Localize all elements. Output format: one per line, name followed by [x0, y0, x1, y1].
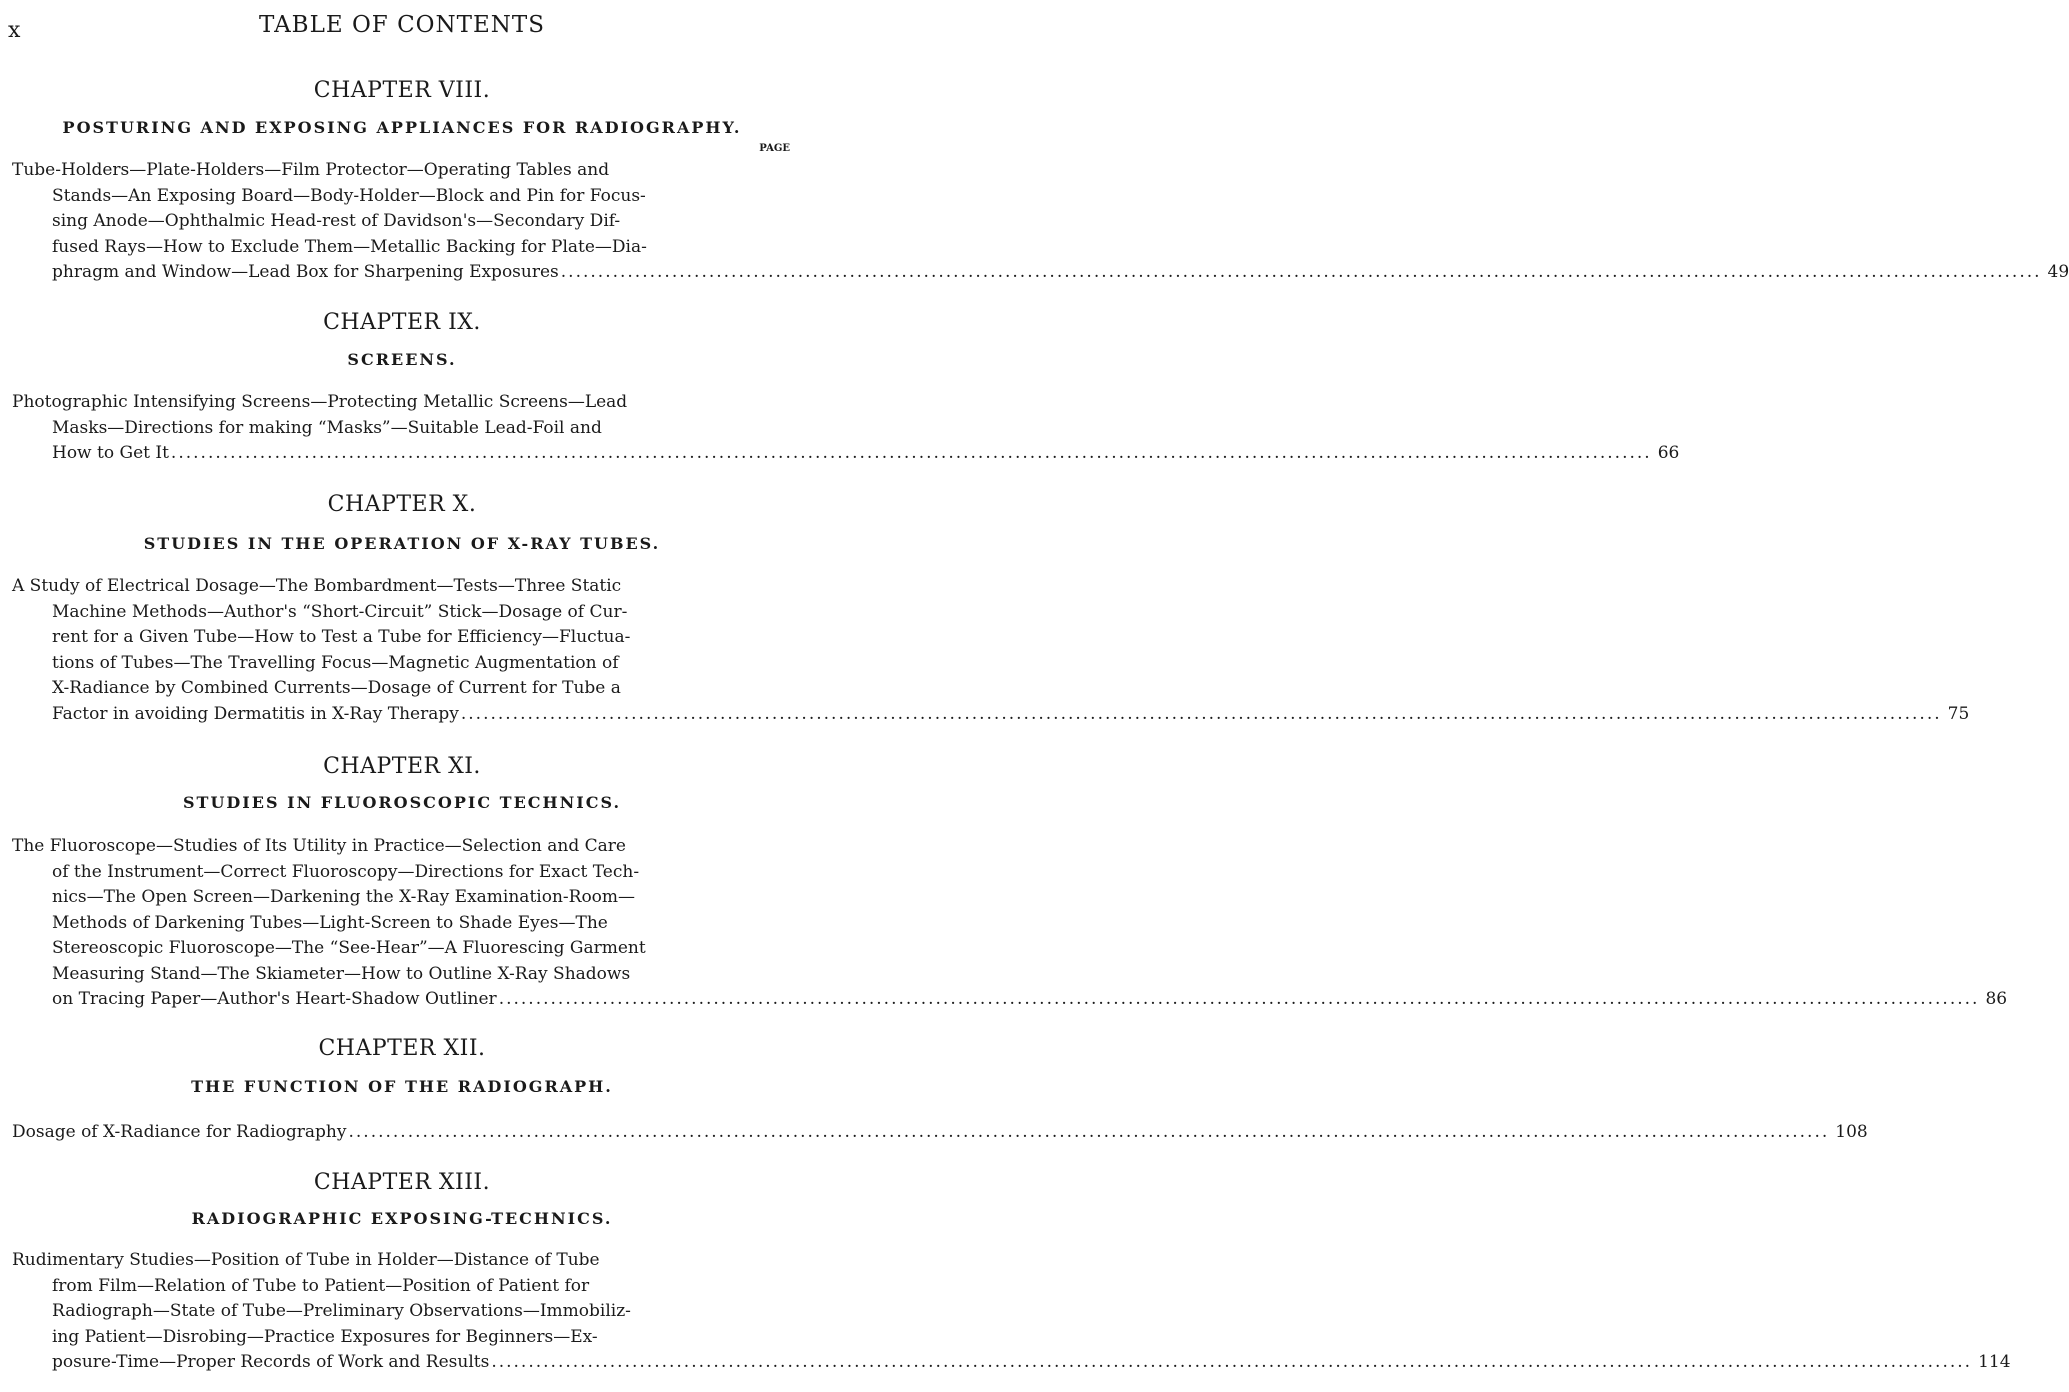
toc-entry [12, 1120, 1868, 1146]
toc-entry-text: posure-Time—Proper Records of Work and Results [52, 1352, 490, 1372]
toc-page-number: 66 [1657, 443, 1680, 463]
chapter-heading: CHAPTER XII. [318, 1036, 486, 1061]
dot-leader: ........................................................................................................................................................................................................ [498, 989, 1980, 1009]
toc-page-number: 86 [1985, 989, 2008, 1009]
toc-page-number: 49 [2047, 262, 2069, 282]
toc-entry-last-line [12, 260, 2069, 286]
toc-entry [12, 574, 1970, 727]
chapter-subtitle: STUDIES IN FLUOROSCOPIC TECHNICS. [182, 793, 622, 812]
toc-entry-line: Stereoscopic Fluoroscope—The “See-Hear”—A Fluorescing Garment [52, 938, 646, 958]
toc-entry-line: X-Radiance by Combined Currents—Dosage of Current for Tube a [52, 678, 621, 698]
toc-entry-line: ing Patient—Disrobing—Practice Exposures for Beginners—Ex- [52, 1326, 598, 1347]
toc-entry [12, 158, 2069, 286]
toc-page-number: 108 [1835, 1122, 1868, 1142]
toc-entry-line: Photographic Intensifying Screens—Protecting Metallic Screens—Lead [12, 392, 628, 412]
toc-entry-line: Stands—An Exposing Board—Body-Holder—Block and Pin for Focus- [52, 185, 646, 206]
toc-entry-last-line [12, 441, 1680, 467]
chapter-heading: CHAPTER XI. [323, 754, 481, 779]
toc-entry-line: rent for a Given Tube—How to Test a Tube for Efficiency—Fluctua- [52, 627, 631, 647]
dot-leader: ........................................................................................................................................................................................................ [460, 703, 1942, 724]
chapter-subtitle: SCREENS. [347, 350, 457, 369]
toc-entry-text: phragm and Window—Lead Box for Sharpening Exposures [52, 262, 559, 282]
toc-entry-line: Rudimentary Studies—Position of Tube in Holder—Distance of Tube [12, 1250, 600, 1270]
toc-entry-line: Radiograph—State of Tube—Preliminary Observations—Immobiliz- [52, 1301, 631, 1321]
chapter-subtitle: RADIOGRAPHIC EXPOSING-TECHNICS. [191, 1209, 613, 1228]
toc-entry-text: Dosage of X-Radiance for Radiography [12, 1122, 347, 1142]
toc-entry-line: sing Anode—Ophthalmic Head-rest of Davidson's—Secondary Dif- [52, 211, 621, 231]
chapter-heading: CHAPTER VIII. [313, 78, 491, 103]
toc-entry-line: Measuring Stand—The Skiameter—How to Outline X-Ray Shadows [52, 963, 631, 984]
page-number: x [8, 18, 21, 43]
page-title: TABLE OF CONTENTS [258, 12, 546, 38]
toc-entry-text: Factor in avoiding Dermatitis in X-Ray Therapy [52, 703, 459, 724]
toc-entry-line: fused Rays—How to Exclude Them—Metallic Backing for Plate—Dia- [52, 236, 647, 257]
toc-entry-line: A Study of Electrical Dosage—The Bombardment—Tests—Three Static [12, 576, 622, 596]
dot-leader: ........................................................................................................................................................................................................ [491, 1352, 1973, 1372]
chapter-subtitle: POSTURING AND EXPOSING APPLIANCES FOR RADIOGRAPHY. [62, 118, 742, 137]
toc-entry-last-line [12, 1350, 2011, 1376]
dot-leader: ........................................................................................................................................................................................................ [348, 1122, 1830, 1142]
chapter-heading: CHAPTER IX. [323, 310, 481, 335]
toc-entry-last-line [12, 702, 1970, 728]
toc-entry-text: on Tracing Paper—Author's Heart-Shadow Outliner [52, 989, 497, 1009]
toc-entry-last-line [12, 987, 2008, 1013]
chapter-subtitle: THE FUNCTION OF THE RADIOGRAPH. [191, 1077, 613, 1096]
toc-entry [12, 1248, 2011, 1376]
toc-entry [12, 834, 2008, 1013]
toc-entry-last-line [12, 1120, 1868, 1146]
toc-page-number: 114 [1978, 1352, 2011, 1372]
toc-entry-line: of the Instrument—Correct Fluoroscopy—Directions for Exact Tech- [52, 861, 640, 882]
dot-leader: ........................................................................................................................................................................................................ [170, 443, 1652, 463]
toc-entry [12, 390, 1680, 467]
toc-entry-line: The Fluoroscope—Studies of Its Utility in Practice—Selection and Care [12, 836, 626, 856]
dot-leader: ........................................................................................................................................................................................................ [560, 262, 2042, 282]
page-column-label: PAGE [759, 143, 790, 154]
toc-entry-line: from Film—Relation of Tube to Patient—Position of Patient for [52, 1275, 590, 1296]
toc-entry-line: Methods of Darkening Tubes—Light-Screen to Shade Eyes—The [52, 912, 608, 933]
toc-entry-line: Machine Methods—Author's “Short-Circuit” Stick—Dosage of Cur- [52, 601, 628, 622]
toc-entry-line: Masks—Directions for making “Masks”—Suitable Lead-Foil and [52, 417, 602, 438]
chapter-heading: CHAPTER X. [327, 492, 477, 517]
toc-entry-text: How to Get It [52, 443, 169, 463]
toc-entry-line: Tube-Holders—Plate-Holders—Film Protector—Operating Tables and [12, 160, 610, 180]
chapter-heading: CHAPTER XIII. [313, 1170, 491, 1195]
chapter-subtitle: STUDIES IN THE OPERATION OF X-RAY TUBES. [143, 534, 661, 553]
toc-entry-line: tions of Tubes—The Travelling Focus—Magnetic Augmentation of [52, 652, 619, 673]
toc-page-number: 75 [1947, 703, 1970, 724]
toc-entry-line: nics—The Open Screen—Darkening the X-Ray Examination-Room— [52, 887, 636, 907]
